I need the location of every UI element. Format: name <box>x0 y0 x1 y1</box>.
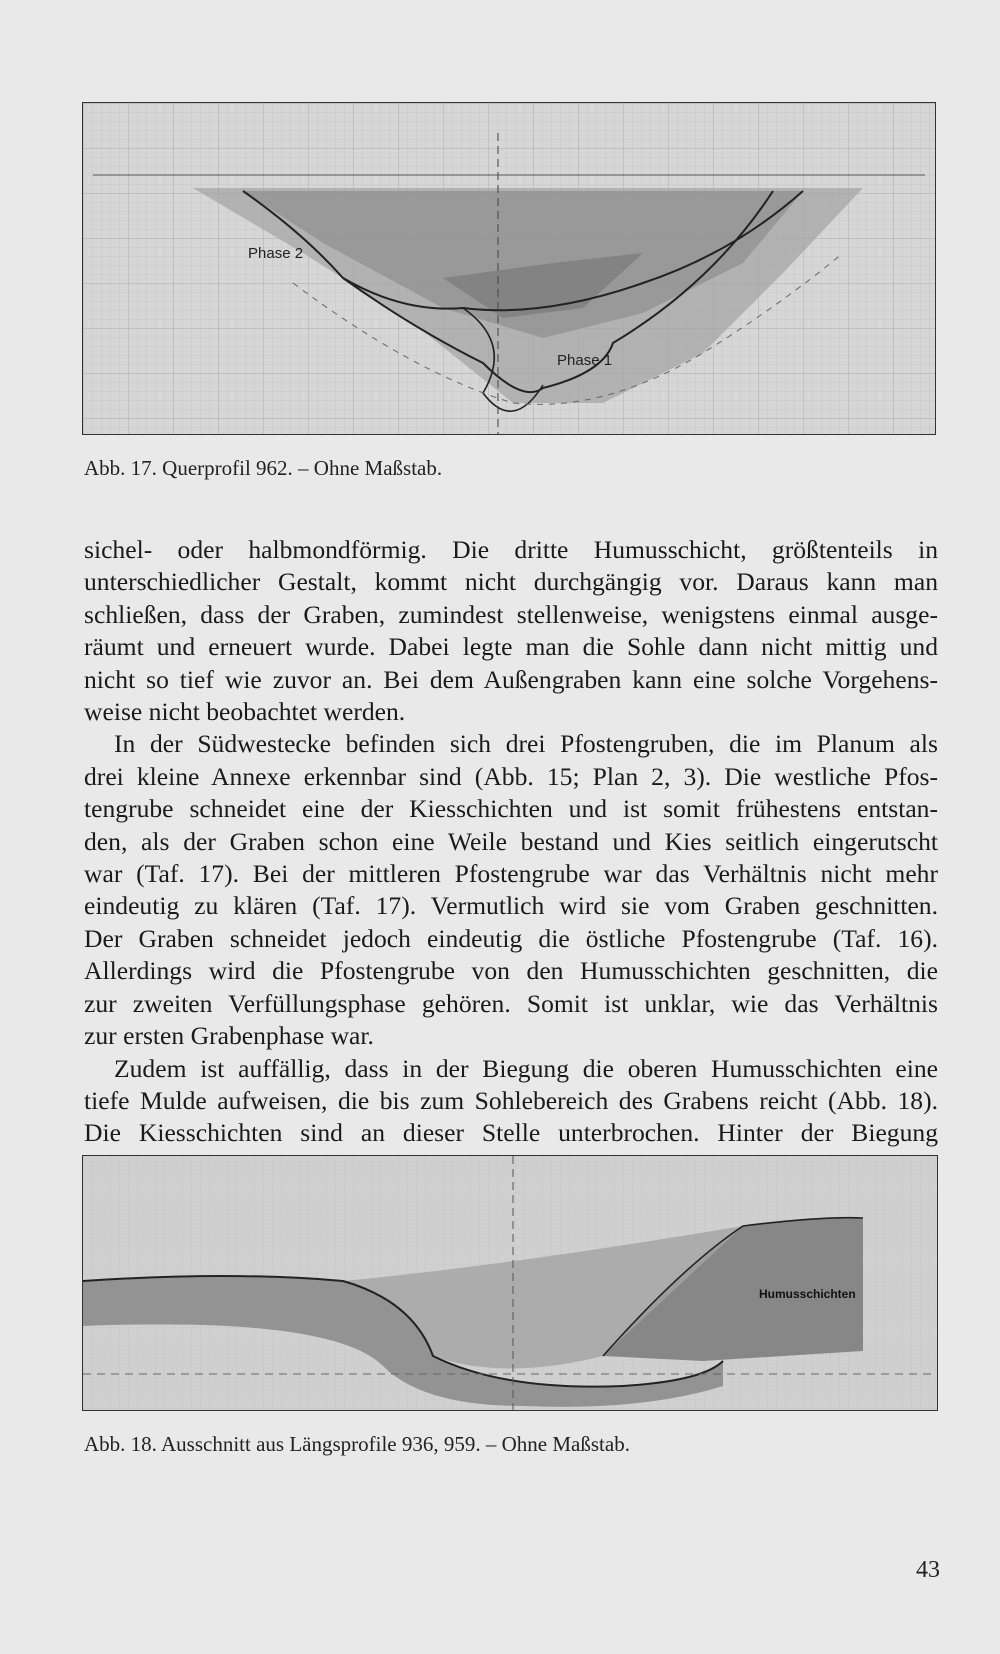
text-line: schließen, dass der Graben, zumindest stellenweise, wenigstens einmal ausge- <box>84 599 938 629</box>
text-line: räumt und erneuert wurde. Dabei legte man die Sohle dann nicht mittig und <box>84 632 938 662</box>
phase-1-label: Phase 1 <box>557 352 613 369</box>
text-line: In der Südwestecke befinden sich drei Pfostengruben, die im Planum als <box>114 729 938 759</box>
figure-18-caption: Abb. 18. Ausschnitt aus Längsprofile 936, 959. – Ohne Maßstab. <box>84 1432 630 1456</box>
text-line: nicht so tief wie zuvor an. Bei dem Außengraben kann eine solche Vorgehens- <box>84 664 938 694</box>
text-line: zur zweiten Verfüllungsphase gehören. Somit ist unklar, wie das Verhältnis <box>84 988 938 1018</box>
paragraph-2 <box>84 728 938 1052</box>
text-line: tiefe Mulde aufweisen, die bis zum Sohlebereich des Grabens reicht (Abb. 18). <box>84 1085 938 1115</box>
text-line: eindeutig zu klären (Taf. 17). Vermutlich wird sie vom Graben geschnitten. <box>84 891 938 921</box>
longitudinal-profile-drawing <box>83 1156 937 1410</box>
figure-cross-section-962 <box>82 102 936 435</box>
phase-2-label: Phase 2 <box>248 245 304 262</box>
text-line: weise nicht beobachtet werden. <box>84 697 406 727</box>
paragraph-1 <box>84 534 938 728</box>
text-line: zur ersten Grabenphase war. <box>84 1021 374 1051</box>
humusschichten-label: Humusschichten <box>759 1287 856 1301</box>
text-line: Allerdings wird die Pfostengrube von den Humusschichten geschnitten, die <box>84 956 938 986</box>
cross-section-drawing <box>83 103 935 434</box>
page-number: 43 <box>916 1557 940 1583</box>
text-line: den, als der Graben schon eine Weile bestand und Kies seitlich eingerutscht <box>84 826 938 856</box>
figure-17-caption: Abb. 17. Querprofil 962. – Ohne Maßstab. <box>84 456 443 480</box>
text-line: Zudem ist auffällig, dass in der Biegung die oberen Humusschichten eine <box>114 1053 938 1083</box>
text-line: Der Graben schneidet jedoch eindeutig die östliche Pfostengrube (Taf. 16). <box>84 923 938 953</box>
text-line: sichel- oder halbmondförmig. Die dritte Humusschicht, größtenteils in <box>84 535 938 564</box>
figure-longitudinal-profile <box>82 1155 938 1411</box>
paragraph-3 <box>84 1053 938 1150</box>
text-line: Die Kiesschichten sind an dieser Stelle unterbrochen. Hinter der Biegung <box>84 1118 938 1148</box>
body-text <box>84 534 938 1150</box>
text-line: war (Taf. 17). Bei der mittleren Pfostengrube war das Verhältnis nicht mehr <box>84 859 938 889</box>
text-line: drei kleine Annexe erkennbar sind (Abb. 15; Plan 2, 3). Die westliche Pfos- <box>84 761 938 791</box>
text-line: tengrube schneidet eine der Kiesschichten und ist somit frühestens entstan- <box>84 794 938 824</box>
text-line: unterschiedlicher Gestalt, kommt nicht durchgängig vor. Daraus kann man <box>84 567 938 597</box>
